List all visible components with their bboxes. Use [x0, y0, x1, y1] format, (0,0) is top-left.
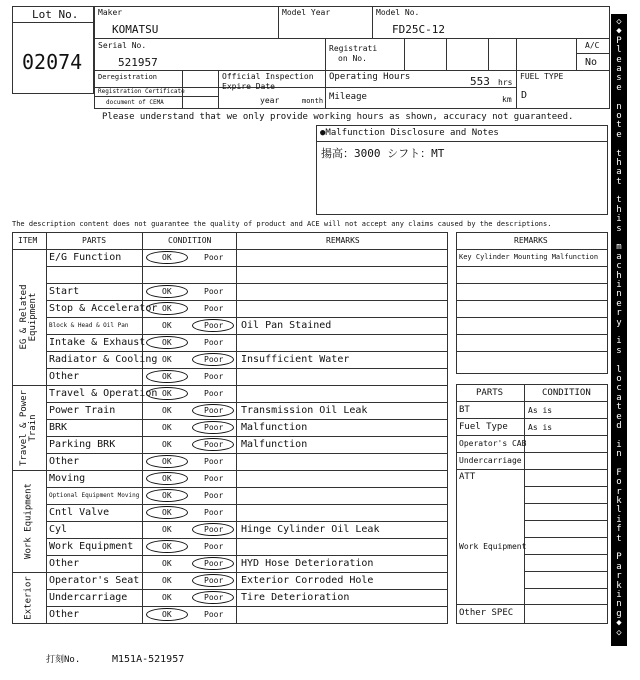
condition-poor: Poor [204, 389, 224, 398]
official-inspection-label-2: Expire Date [222, 82, 275, 91]
condition-poor: Poor [204, 525, 224, 534]
condition-ok: OK [162, 491, 172, 500]
hrs-label: hrs [498, 78, 513, 87]
condition-poor: Poor [204, 576, 224, 585]
year-label: year [260, 96, 280, 105]
condition-poor: Poor [204, 559, 224, 568]
model-no-value: FD25C-12 [392, 23, 445, 36]
right-fuel-cond: As is [528, 423, 553, 432]
condition-ok: OK [162, 593, 172, 602]
condition-ok: OK [162, 389, 172, 398]
model-year-label: Model Year [282, 8, 331, 17]
month-label: month [302, 97, 324, 105]
col-item: ITEM [18, 236, 38, 245]
registration-label-2: on No. [338, 54, 367, 63]
condition-circle [146, 285, 188, 298]
condition-ok: OK [162, 338, 172, 347]
condition-ok: OK [162, 559, 172, 568]
group-label: EG & Related Equipment [19, 284, 38, 350]
hours-notice: Please understand that we only provide working hours as shown, accuracy not guaranteed. [102, 112, 574, 122]
condition-poor: Poor [204, 253, 224, 262]
table-row-part: Intake & Exhaust [49, 337, 146, 348]
group-label: Exterior [23, 575, 34, 620]
table-row-part: Cyl [49, 524, 68, 535]
condition-circle [146, 387, 188, 400]
ac-value: No [585, 57, 598, 68]
table-row-remark: Oil Pan Stained [241, 320, 332, 331]
table-row-remark: Malfunction [241, 422, 308, 433]
km-label: km [502, 95, 512, 104]
condition-circle [146, 336, 188, 349]
condition-ok: OK [162, 440, 172, 449]
table-row-part: Undercarriage [49, 592, 128, 603]
condition-ok: OK [162, 457, 172, 466]
condition-ok: OK [162, 474, 172, 483]
table-row-remark: Exterior Corroded Hole [241, 575, 374, 586]
serial-label: Serial No. [98, 41, 147, 50]
table-row-part: Stop & Accelerator [49, 303, 158, 314]
malfunction-title: ●Malfunction Disclosure and Notes [320, 128, 499, 138]
fuel-type-value: D [521, 90, 528, 101]
condition-circle [192, 353, 234, 366]
condition-ok: OK [162, 406, 172, 415]
col-condition: CONDITION [168, 236, 212, 245]
ac-label: A/C [585, 41, 600, 50]
table-row-part: Other [49, 456, 80, 467]
condition-circle [146, 608, 188, 621]
condition-circle [192, 574, 234, 587]
condition-poor: Poor [204, 338, 224, 347]
mileage-label: Mileage [329, 92, 367, 102]
table-row-part: Work Equipment [49, 541, 134, 552]
lot-label: Lot No. [32, 8, 79, 21]
model-no-label: Model No. [376, 8, 420, 17]
deregistration-label: Deregistration [98, 73, 158, 81]
table-row-part: Cntl Valve [49, 507, 110, 518]
stamp-value: M151A-521957 [112, 654, 185, 665]
condition-poor: Poor [204, 355, 224, 364]
right-other-spec: Other SPEC [459, 608, 514, 618]
condition-circle [146, 472, 188, 485]
condition-ok: OK [162, 525, 172, 534]
right-col-condition: CONDITION [542, 388, 591, 398]
reg-cert-label: Registration Certificate [98, 88, 185, 95]
condition-circle [146, 506, 188, 519]
right-att: ATT [459, 472, 476, 482]
condition-ok: OK [162, 542, 172, 551]
table-row-part: E/G Function [49, 252, 122, 263]
condition-circle [146, 455, 188, 468]
condition-ok: OK [162, 287, 172, 296]
condition-poor: Poor [204, 593, 224, 602]
malfunction-box [316, 125, 608, 215]
condition-circle [146, 251, 188, 264]
right-remarks-header: REMARKS [514, 236, 548, 245]
table-row-part: Operator's Seat [49, 575, 140, 586]
operating-hours-label: Operating Hours [329, 72, 411, 82]
right-bt: BT [459, 405, 470, 415]
condition-poor: Poor [204, 423, 224, 432]
condition-poor: Poor [204, 542, 224, 551]
lot-number: 02074 [22, 50, 83, 74]
table-row-remark: Hinge Cylinder Oil Leak [241, 524, 380, 535]
condition-poor: Poor [204, 321, 224, 330]
condition-circle [192, 523, 234, 536]
table-row-part: Power Train [49, 405, 116, 416]
stamp-label: 打刻No. [46, 655, 81, 665]
condition-ok: OK [162, 304, 172, 313]
condition-ok: OK [162, 321, 172, 330]
table-row-part: Block & Head & Oil Pan [49, 322, 129, 329]
col-parts: PARTS [82, 236, 107, 245]
table-row-part: BRK [49, 422, 68, 433]
operating-hours-value: 553 [470, 75, 490, 88]
fuel-type-label: FUEL TYPE [520, 72, 564, 81]
col-remarks: REMARKS [326, 236, 360, 245]
table-row-part: Other [49, 609, 80, 620]
registration-label-1: Registrati [329, 44, 378, 53]
condition-circle [146, 370, 188, 383]
right-operators-cab: Operator's CAB [459, 439, 527, 448]
condition-circle [192, 438, 234, 451]
condition-poor: Poor [204, 474, 224, 483]
condition-ok: OK [162, 576, 172, 585]
condition-circle [192, 404, 234, 417]
condition-circle [146, 540, 188, 553]
right-undercarriage: Undercarriage [459, 456, 522, 465]
description-notice: The description content does not guarantee the quality of product and ACE will not accept any claims caused by the descriptions. [12, 220, 552, 228]
condition-circle [192, 319, 234, 332]
right-bt-cond: As is [528, 406, 553, 415]
condition-poor: Poor [204, 287, 224, 296]
table-row-part: Other [49, 558, 80, 569]
right-col-parts: PARTS [476, 388, 504, 398]
table-row-part: Start [49, 286, 80, 297]
table-row-part: Moving [49, 473, 86, 484]
condition-ok: OK [162, 423, 172, 432]
condition-poor: Poor [204, 457, 224, 466]
condition-circle [192, 421, 234, 434]
table-row-remark: Malfunction [241, 439, 308, 450]
table-row-part: Parking BRK [49, 439, 116, 450]
maker-value: KOMATSU [112, 23, 159, 36]
serial-value: 521957 [118, 56, 158, 69]
condition-poor: Poor [204, 406, 224, 415]
condition-circle [192, 557, 234, 570]
condition-circle [192, 591, 234, 604]
table-row-remark: Insufficient Water [241, 354, 350, 365]
condition-poor: Poor [204, 491, 224, 500]
condition-ok: OK [162, 610, 172, 619]
condition-poor: Poor [204, 508, 224, 517]
condition-circle [146, 489, 188, 502]
maker-label: Maker [98, 8, 123, 17]
side-banner: ◇ ◆ P l e a s e n o t e t h a t t h i s m a c h i n e r y i s l o c a t e d i n F o r k l i f t P a r k i n g ◆ ◇ [611, 14, 627, 646]
condition-ok: OK [162, 508, 172, 517]
table-row-part: Other [49, 371, 80, 382]
right-fuel-type: Fuel Type [459, 422, 508, 432]
table-row-remark: HYD Hose Deterioration [241, 558, 374, 569]
table-row-remark: Transmission Oil Leak [241, 405, 368, 416]
cema-label: document of CEMA [106, 99, 164, 106]
condition-poor: Poor [204, 372, 224, 381]
table-row-part: Radiator & Cooling [49, 354, 158, 365]
condition-ok: OK [162, 355, 172, 364]
condition-ok: OK [162, 253, 172, 262]
group-label: Travel & Power Train [19, 389, 38, 466]
condition-poor: Poor [204, 440, 224, 449]
official-inspection-label-1: Official Inspection [222, 72, 314, 81]
right-work-equipment: Work Equipment [459, 542, 527, 551]
condition-ok: OK [162, 372, 172, 381]
table-row-part: Travel & Operation [49, 388, 158, 399]
condition-poor: Poor [204, 304, 224, 313]
group-label: Work Equipment [23, 483, 34, 559]
malfunction-text: 揚高：3000 シフト：MT [321, 147, 445, 160]
condition-poor: Poor [204, 610, 224, 619]
table-row-remark: Tire Deterioration [241, 592, 350, 603]
right-remarks-first: Key Cylinder Mounting Malfunction [459, 253, 599, 261]
table-row-part: Optional Equipment Moving [49, 492, 140, 499]
condition-circle [146, 302, 188, 315]
